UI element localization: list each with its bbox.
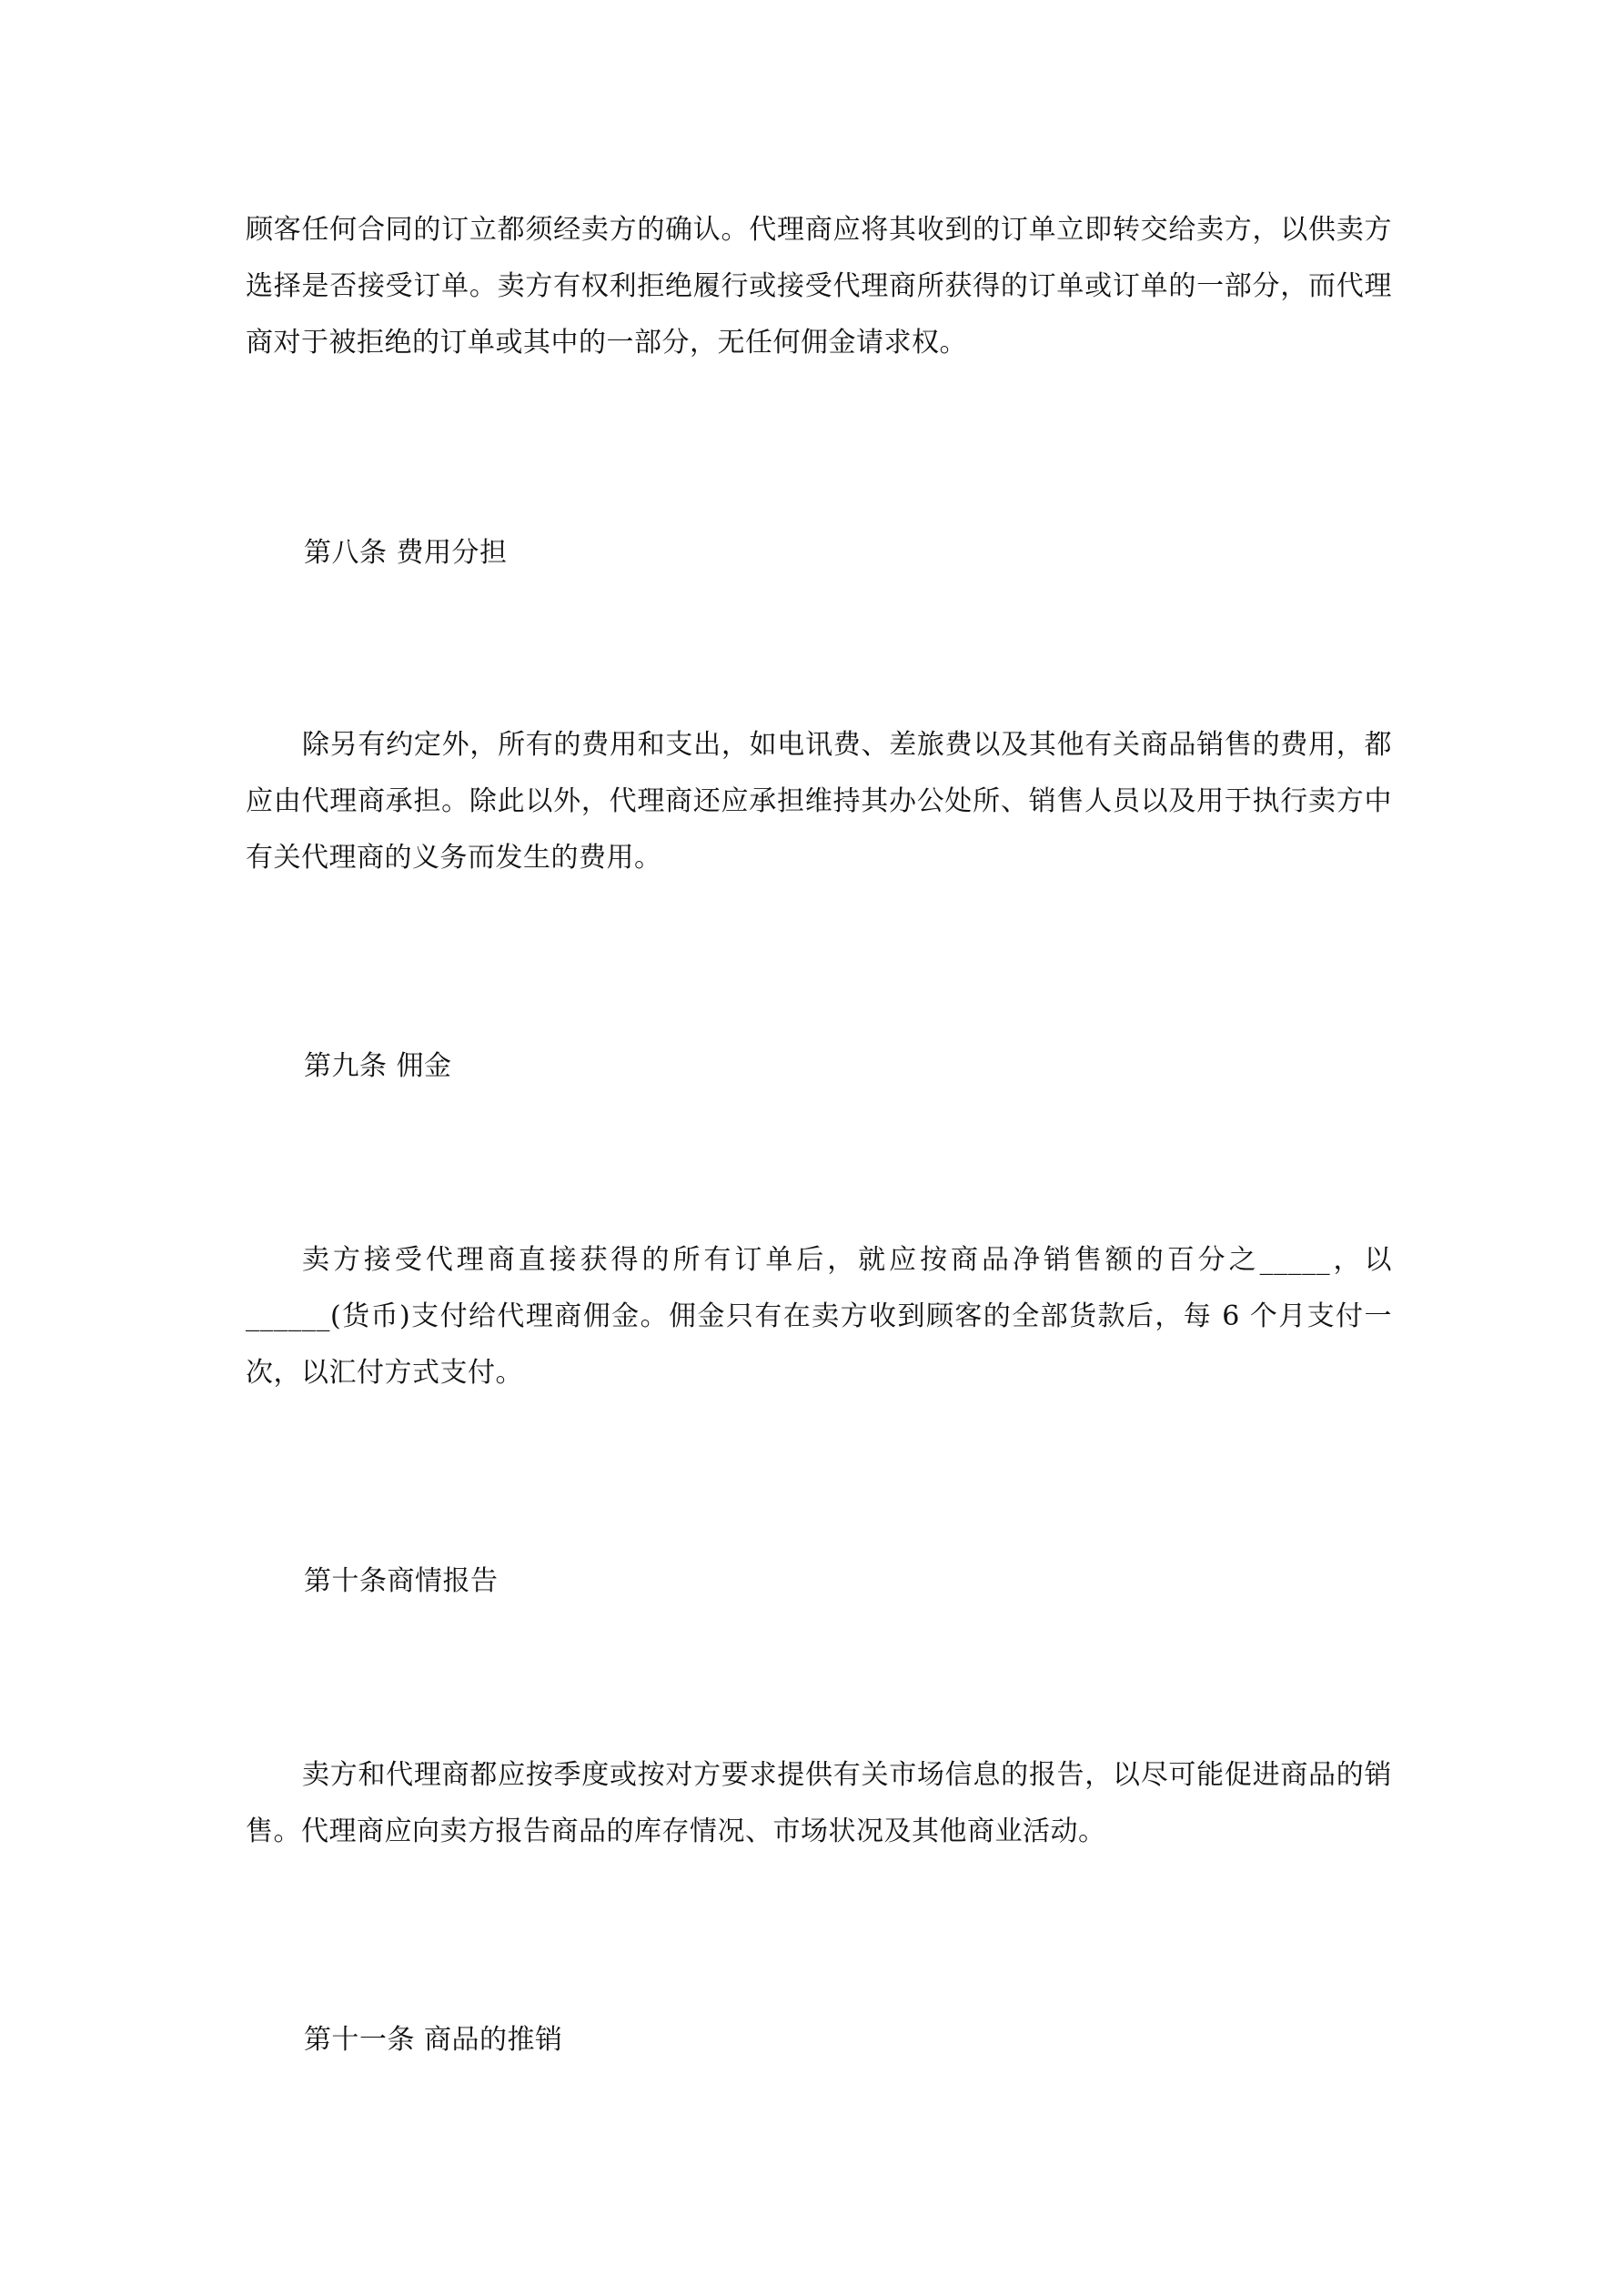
article-9-body: 卖方接受代理商直接获得的所有订单后，就应按商品净销售额的百分之_____，以______(货币)支付给代理商佣金。佣金只有在卖方收到顾客的全部货款后，每 6 个月支付一次，以汇付方式支付。 xyxy=(246,1244,1392,1389)
paragraph-order-confirmation: 顾客任何合同的订立都须经卖方的确认。代理商应将其收到的订单立即转交给卖方，以供卖方选择是否接受订单。卖方有权利拒绝履行或接受代理商所获得的订单或订单的一部分，而代理商对于被拒绝的订单或其中的一部分，无任何佣金请求权。 xyxy=(246,214,1392,359)
article-8-heading: 第八条 费用分担 xyxy=(304,537,508,569)
article-10-body: 卖方和代理商都应按季度或按对方要求提供有关市场信息的报告，以尽可能促进商品的销售。代理商应向卖方报告商品的库存情况、市场状况及其他商业活动。 xyxy=(246,1759,1392,1847)
article-9-heading: 第九条 佣金 xyxy=(304,1050,452,1082)
article-10-heading: 第十条商情报告 xyxy=(304,1565,499,1597)
article-11-heading: 第十一条 商品的推销 xyxy=(304,2024,563,2056)
article-8-body: 除另有约定外，所有的费用和支出，如电讯费、差旅费以及其他有关商品销售的费用，都应由代理商承担。除此以外，代理商还应承担维持其办公处所、销售人员以及用于执行卖方中有关代理商的义务而发生的费用。 xyxy=(246,729,1392,874)
